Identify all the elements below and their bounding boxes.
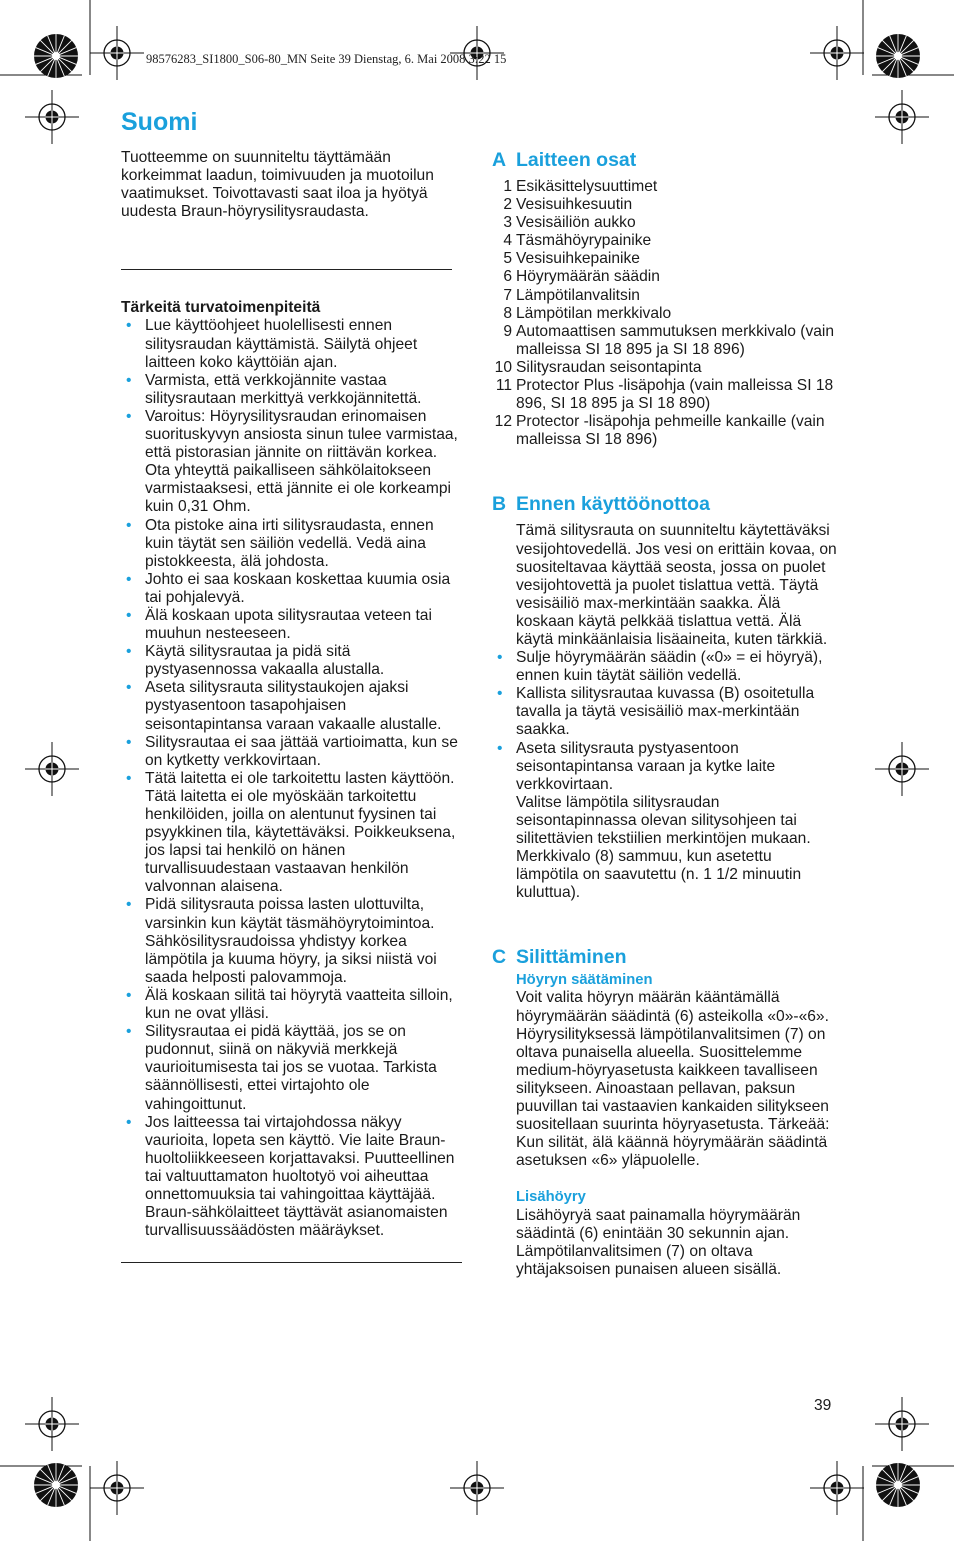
divider (121, 269, 452, 270)
list-item (492, 287, 837, 305)
part-number: 4 (503, 232, 512, 250)
section-letter: C (492, 946, 507, 969)
safety-item: • Pidä silitysrauta poissa lasten ulottuvilta, varsinkin kun käytät täsmähöyrytoimintoa. Sähkösilitysraudoissa yhdistyy korkea lämpötila ja kuuma höyry, ja siksi niistä voi saada helposti palovammoja. (121, 896, 466, 986)
list-item (492, 196, 837, 214)
part-number: 1 (503, 178, 512, 195)
safety-item: • Lue käyttöohjeet huolellisesti ennen silitysraudan käyttämistä. Säilytä ohjeet laitteen koko käyttöiän ajan. (121, 317, 466, 371)
steam-subheading: Höyryn säätäminen (516, 972, 653, 989)
list-item (492, 268, 837, 286)
list-item: • Sulje höyrymäärän säädin («0» = ei höyryä), ennen kuin täytät säiliön vedellä. (492, 649, 837, 685)
section-c-heading (492, 946, 837, 968)
parts-list (492, 178, 837, 449)
safety-item: • Varmista, että verkkojännite vastaa silitysrautaan merkittyä verkkojännitettä. (121, 372, 466, 408)
safety-item: • Jos laitteessa tai virtajohdossa näkyy vaurioita, lopeta sen käyttö. Vie laite Braun-huoltoliikkeeseen korjattavaksi. Puutteellinen tai valtuuttamaton huoltotyö voi aiheuttaa onnettomuuksia tai vahingoittaa käyttäjää. Braun-sähkölaitteet täyttävät asianomaisten turvallisuussäädösten määräykset. (121, 1114, 466, 1241)
safety-item: • Johto ei saa koskaan koskettaa kuumia osia tai pohjalevyä. (121, 571, 466, 607)
safety-item: • Käytä silitysrautaa ja pidä sitä pystyasennossa vakaalla alustalla. (121, 643, 466, 679)
section-b-list (492, 649, 837, 794)
safety-item: • Silitysrautaa ei pidä käyttää, jos se on pudonnut, siinä on näkyviä merkkejä vaurioitumisesta tai jos se vuotaa. Tarkista säännöllisesti, ettei virtajohto ole vahingoittunut. (121, 1023, 466, 1113)
part-number: 9 (503, 322, 512, 340)
part-number: 5 (503, 250, 512, 268)
part-label: Täsmähöyrypainike (516, 232, 652, 250)
part-label: Vesisäiliön aukko (516, 214, 636, 232)
safety-item: • Älä koskaan upota silitysrautaa veteen tai muuhun nesteeseen. (121, 607, 466, 643)
boost-text: Lisähöyryä saat painamalla höyrymäärän säädintä (6) enintään 30 sekunnin ajan. Lämpötilanvalitsimen (7) on oltava yhtäjaksoisen punaisen alueen sisällä. (516, 1206, 801, 1278)
part-label: Protector Plus -lisäpohja (vain malleissa SI 18 896, SI 18 895 ja SI 18 890) (516, 377, 834, 413)
part-label: Automaattisen sammutuksen merkkivalo (vain malleissa SI 18 895 ja SI 18 896) (516, 322, 835, 358)
safety-item: • Älä koskaan silitä tai höyrytä vaatteita silloin, kun ne ovat ylläsi. (121, 987, 466, 1023)
safety-list (121, 317, 466, 1240)
part-label: Lämpötilan merkkivalo (516, 304, 672, 322)
safety-item: • Ota pistoke aina irti silitysraudasta, ennen kuin täytät sen säiliön vedellä. Vedä aina pistokkeesta, älä johdosta. (121, 517, 466, 571)
part-label: Höyrymäärän säädin (516, 268, 660, 286)
safety-item: • Silitysrautaa ei saa jättää vartioimatta, kun se on kytketty verkkovirtaan. (121, 734, 466, 770)
part-number: 11 (495, 377, 512, 395)
safety-item: • Varoitus: Höyrysilitysraudan erinomaisen suorituskyvyn ansiosta sinun tulee varmistaa, että pistorasian jännite on riittävän korkea. Ota yhteyttä paikalliseen sähkölaitokseen varmistaaksesi, että jännite ei ole korkeampi kuin 0,31 Ohm. (121, 408, 466, 517)
list-item (492, 359, 837, 377)
safety-item: • Aseta silitysrauta silitystaukojen ajaksi pystyasentoon tasapohjaisen seisontapintansa varaan vakaalle alustalle. (121, 679, 466, 733)
section-b-outro: Valitse lämpötila silitysraudan seisontapinnassa olevan silitysohjeen tai silitettävien tekstiilien merkintöjen mukaan. Merkkivalo (8) sammuu, kun asetettu lämpötila on saavutettu (n. 1 1/2 minuutin kuluttua). (516, 793, 811, 902)
page-title: Suomi (121, 108, 198, 136)
section-b-heading (492, 493, 837, 515)
section-title: Ennen käyttöönottoa (516, 493, 710, 516)
page-number: 39 (814, 1397, 832, 1414)
list-item: • Kallista silitysrautaa kuvassa (B) osoitetulla tavalla ja täytä vesisäiliö max-merkintään saakka. (492, 685, 837, 739)
part-number: 2 (503, 196, 512, 214)
part-label: Silitysraudan seisontapinta (516, 358, 702, 376)
part-number: 8 (503, 304, 512, 322)
part-number: 12 (494, 413, 512, 431)
part-number: 7 (503, 286, 512, 304)
section-letter: B (492, 493, 507, 516)
list-item: • Aseta silitysrauta pystyasentoon seisontapintansa varaan ja kytke laite verkkovirtaan. (492, 740, 837, 794)
list-item (492, 377, 837, 413)
right-column (492, 149, 837, 1279)
part-number: 3 (503, 214, 512, 232)
list-item (492, 214, 837, 232)
list-item (492, 232, 837, 250)
section-title: Silittäminen (516, 946, 627, 969)
intro-paragraph: Tuotteemme on suunniteltu täyttämään korkeimmat laadun, toimivuuden ja muotoilun vaatimukset. Toivottavasti saat iloa ja hyötyä uudesta Braun-höyrysilitysraudasta. (121, 149, 434, 221)
part-label: Lämpötilanvalitsin (516, 286, 640, 304)
part-label: Protector -lisäpohja pehmeille kankaille (vain malleissa SI 18 896) (516, 413, 825, 449)
section-title: Laitteen osat (516, 149, 637, 171)
left-column (121, 149, 466, 1263)
boost-subheading: Lisähöyry (516, 1189, 586, 1206)
list-item (492, 305, 837, 323)
list-item (492, 250, 837, 268)
list-item (492, 413, 837, 449)
divider (121, 1262, 462, 1263)
part-label: Vesisuihkesuutin (516, 196, 633, 214)
part-label: Esikäsittelysuuttimet (516, 178, 658, 195)
safety-item: • Tätä laitetta ei ole tarkoitettu lasten käyttöön. Tätä laitetta ei ole myöskään tarkoitettu henkilöiden, joilla on alentunut fyysinen tai psyykkinen tila, käytettäväksi. Poikkeuksena, jos lapsi tai henkilö on hänen turvallisuudestaan vastaavan henkilön valvonnan alaisena. (121, 770, 466, 897)
list-item (492, 178, 837, 196)
section-b-intro: Tämä silitysrauta on suunniteltu käytettäväksi vesijohtovedellä. Jos vesi on erittäin kovaa, on suositeltavaa käyttää seosta, jossa on puolet vesijohtovettä ja puolet tislattua vettä. Täytä vesisäiliö max-merkintään saakka. Älä koskaan käytä pelkkää tislattua vettä. Älä käytä minkäänlaisia lisäaineita, kuten tärkkiä. (516, 522, 837, 648)
section-letter: A (492, 149, 507, 171)
safety-heading: Tärkeitä turvatoimenpiteitä (121, 299, 321, 317)
part-number: 6 (503, 268, 512, 286)
part-label: Vesisuihkepainike (516, 250, 640, 268)
part-number: 10 (494, 358, 512, 376)
print-header: 98576283_SI1800_S06-80_MN Seite 39 Dienstag, 6. Mai 2008 3:22 15 (146, 52, 507, 66)
list-item (492, 323, 837, 359)
steam-text: Voit valita höyryn määrän kääntämällä höyrymäärän säädintä (6) asteikolla «0»-«6». Höyrysilityksessä lämpötilanvalitsimen (7) on oltava punaisella alueella. Suosittelemme medium-höyryasetusta kaikkeen tavalliseen silitykseen. Ainoastaan pellavan, paksun puuvillan tai vastaavien kankaiden silitykseen suositellaan suurinta höyryasetusta. Tärkeää: Kun silität, älä käännä höyrymäärän säädintä asetuksen «6» yläpuolelle. (516, 989, 830, 1170)
section-a-heading (492, 149, 837, 171)
